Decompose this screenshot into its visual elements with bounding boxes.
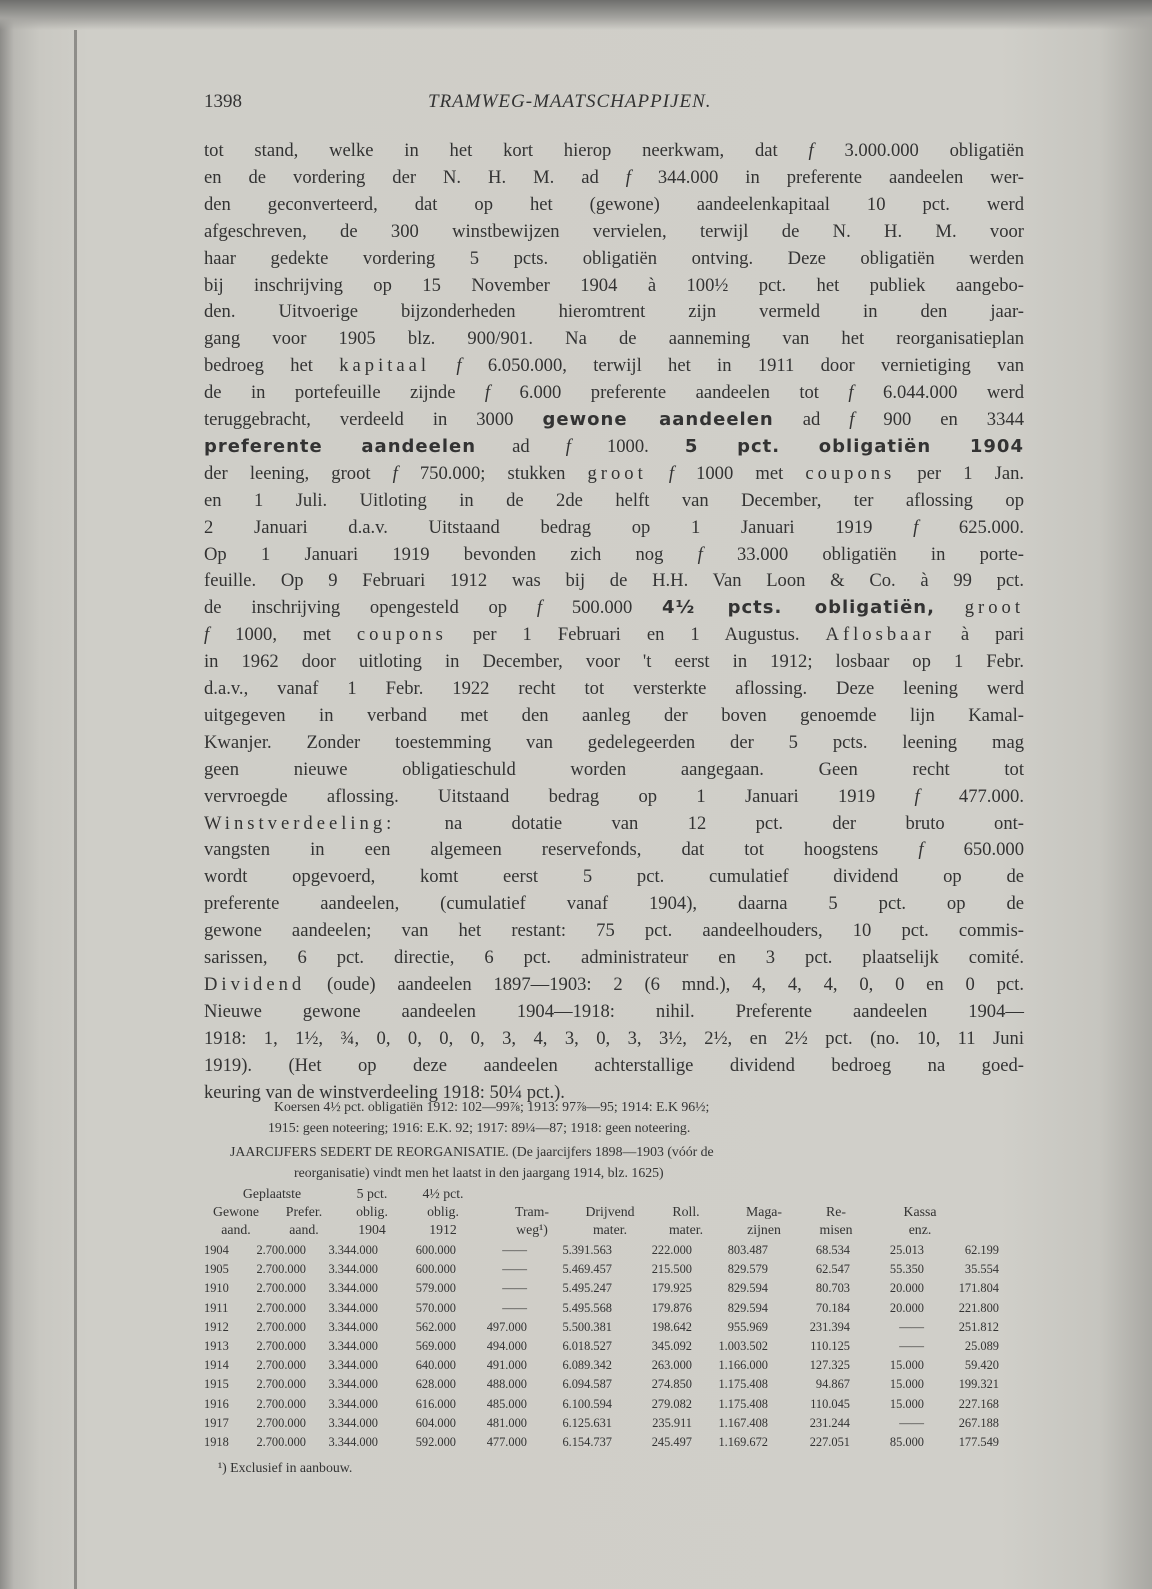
text-segment: f bbox=[456, 355, 462, 377]
table-cell: 1.003.502 bbox=[718, 1339, 768, 1353]
table-cell: 2.700.000 bbox=[256, 1339, 306, 1353]
table-cell: 1.167.408 bbox=[718, 1415, 768, 1430]
text-segment: 6.000 preferente aandeelen tot bbox=[490, 382, 849, 404]
text-segment: 1000 met bbox=[674, 462, 806, 484]
bold-phrase: preferente aandeelen bbox=[204, 435, 477, 457]
table-year-cell: 1912 bbox=[204, 1319, 229, 1334]
table-column-header: Kassa bbox=[903, 1204, 937, 1219]
text-segment: Nieuwe gewone aandeelen 1904—1918: nihil. Preferente aandeelen 1904— bbox=[204, 1000, 1024, 1022]
text-segment: f bbox=[484, 382, 491, 404]
spaced-phrase: coupons bbox=[805, 462, 896, 484]
table-cell: 15.000 bbox=[889, 1358, 924, 1373]
text-line bbox=[204, 326, 1024, 352]
text-segment: der leening, groot bbox=[204, 462, 393, 484]
table-cell: 1.166.000 bbox=[718, 1358, 768, 1373]
table-column-header: misen bbox=[819, 1222, 853, 1237]
page-number: 1398 bbox=[204, 91, 242, 112]
spaced-phrase: Dividend bbox=[204, 973, 306, 995]
table-column-header: aand. bbox=[289, 1222, 319, 1237]
text-segment: ad bbox=[476, 435, 566, 457]
table-cell: 25.089 bbox=[964, 1339, 999, 1353]
table-cell: 251.812 bbox=[958, 1319, 999, 1334]
table-cell: 35.554 bbox=[964, 1262, 999, 1277]
table-cell: 3.344.000 bbox=[328, 1358, 378, 1373]
table-column-header: Prefer. bbox=[285, 1204, 323, 1219]
text-segment: 6.050.000, terwijl het in 1911 door vernietiging van bbox=[461, 355, 1024, 377]
table-cell: 6.125.631 bbox=[562, 1415, 612, 1430]
table-header-group: Geplaatste bbox=[242, 1186, 302, 1201]
table-cell: 5.500.381 bbox=[562, 1319, 612, 1334]
table-cell: 62.547 bbox=[815, 1262, 850, 1277]
text-segment: wordt opgevoerd, komt eerst 5 pct. cumulatief dividend op de bbox=[204, 866, 1024, 888]
text-segment: Kwanjer. Zonder toestemming van gedelegeerden der 5 pcts. leening mag bbox=[204, 731, 1024, 753]
table-cell: 80.703 bbox=[815, 1281, 850, 1296]
table-cell: 215.500 bbox=[651, 1262, 692, 1277]
table-year-cell: 1904 bbox=[204, 1243, 229, 1257]
text-segment: d.a.v., vanaf 1 Febr. 1922 recht tot versterkte aflossing. Deze leening werd bbox=[204, 678, 1024, 699]
table-cell: 3.344.000 bbox=[328, 1415, 378, 1430]
table-cell: 485.000 bbox=[486, 1396, 527, 1411]
text-line bbox=[204, 542, 1024, 568]
table-cell: 3.344.000 bbox=[328, 1243, 378, 1257]
text-segment: geen nieuwe obligatieschuld worden aangegaan. Geen recht tot bbox=[204, 758, 1024, 780]
table-cell: 640.000 bbox=[415, 1358, 456, 1373]
table-header-group: 5 pct. bbox=[356, 1186, 388, 1201]
text-segment: (oude) aandeelen 1897—1903: 2 (6 mnd.), 4, 4, 4, 0, 0 en 0 pct. bbox=[305, 973, 1024, 995]
table-cell: 6.154.737 bbox=[562, 1435, 612, 1449]
text-line bbox=[204, 461, 1024, 487]
table-cell: 15.000 bbox=[889, 1396, 924, 1411]
text-line bbox=[204, 676, 1024, 702]
text-segment: à pari bbox=[934, 624, 1024, 646]
table-column-header: Drijvend bbox=[585, 1204, 635, 1219]
table-cell: 497.000 bbox=[486, 1319, 527, 1334]
table-cell: 2.700.000 bbox=[256, 1358, 306, 1373]
table-year-cell: 1913 bbox=[204, 1339, 229, 1353]
text-line bbox=[204, 730, 1024, 756]
table-cell: 59.420 bbox=[964, 1358, 999, 1373]
bold-phrase: 4½ pcts. obligatiën, bbox=[662, 597, 935, 619]
table-cell: 70.184 bbox=[815, 1300, 850, 1315]
text-segment: bedroeg het bbox=[204, 355, 340, 377]
text-segment: en 1 Juli. Uitloting in de 2de helft van December, ter aflossing op bbox=[204, 489, 1024, 511]
table-cell: 245.497 bbox=[651, 1435, 692, 1449]
table-cell: 491.000 bbox=[486, 1358, 527, 1373]
text-line bbox=[204, 488, 1024, 514]
table-cell: 62.199 bbox=[964, 1243, 999, 1257]
jaarcijfers-line-2: reorganisatie) vindt men het laatst in den jaargang 1914, blz. 1625) bbox=[294, 1165, 664, 1180]
table-cell: 481.000 bbox=[486, 1415, 527, 1430]
text-segment: 1000, met bbox=[209, 624, 357, 646]
jaarcijfers-line-1: JAARCIJFERS SEDERT DE REORGANISATIE. (De jaarcijfers 1898—1903 (vóór de bbox=[230, 1144, 714, 1159]
table-cell: 570.000 bbox=[415, 1300, 456, 1315]
text-line bbox=[204, 864, 1024, 890]
running-head: TRAMWEG-MAATSCHAPPIJEN. bbox=[428, 91, 712, 112]
text-segment: 33.000 obligatiën in porte- bbox=[702, 543, 1024, 565]
text-line bbox=[204, 407, 1024, 433]
text-segment: f bbox=[668, 462, 674, 484]
table-cell: 2.700.000 bbox=[256, 1319, 306, 1334]
text-segment: en de vordering der N. H. M. ad bbox=[204, 166, 626, 188]
table-cell: 20.000 bbox=[889, 1281, 924, 1296]
text-line bbox=[204, 649, 1024, 675]
table-cell: 3.344.000 bbox=[328, 1339, 378, 1353]
spaced-phrase: Aflosbaar bbox=[825, 624, 935, 646]
table-column-header: zijnen bbox=[747, 1222, 781, 1237]
table-cell: 488.000 bbox=[486, 1377, 527, 1392]
text-line bbox=[204, 945, 1024, 971]
text-segment: gewone aandeelen; van het restant: 75 pct. aandeelhouders, 10 pct. commis- bbox=[204, 920, 1024, 942]
text-segment: 344.000 in preferente aandeelen wer- bbox=[630, 166, 1025, 188]
table-cell: 2.700.000 bbox=[256, 1243, 306, 1257]
text-segment: de in portefeuille zijnde bbox=[204, 382, 485, 404]
page-header bbox=[204, 91, 1044, 121]
table-cell: 177.549 bbox=[958, 1435, 999, 1449]
text-segment: 650.000 bbox=[923, 839, 1024, 861]
table-cell: 274.850 bbox=[651, 1377, 692, 1392]
text-segment: den. Uitvoerige bijzonderheden hieromtrent zijn vermeld in den jaar- bbox=[204, 301, 1024, 323]
table-cell: 2.700.000 bbox=[256, 1281, 306, 1296]
table-cell: 227.051 bbox=[809, 1435, 850, 1449]
table-cell: 604.000 bbox=[415, 1415, 456, 1430]
text-segment: f bbox=[697, 543, 703, 565]
table-column-header: aand. bbox=[221, 1222, 251, 1237]
text-segment: feuille. Op 9 Februari 1912 was bij de H.H. Van Loon & Co. à 99 pct. bbox=[204, 570, 1024, 592]
text-segment: den geconverteerd, dat op het (gewone) aandeelenkapitaal 10 pct. werd bbox=[204, 193, 1024, 215]
table-column-header: 1912 bbox=[429, 1222, 457, 1237]
table-year-cell: 1917 bbox=[204, 1415, 229, 1430]
text-line bbox=[204, 380, 1024, 406]
bold-phrase: gewone aandeelen bbox=[542, 409, 774, 430]
table-header-group: 4½ pct. bbox=[422, 1186, 464, 1201]
footnote: ¹) Exclusief in aanbouw. bbox=[218, 1460, 353, 1475]
text-segment: 2 Januari d.a.v. Uitstaand bedrag op 1 Januari 1919 bbox=[204, 516, 914, 538]
table-cell: —— bbox=[502, 1243, 527, 1257]
text-segment: vervroegde aflossing. Uitstaand bedrag op 1 Januari 1919 bbox=[204, 785, 915, 807]
text-segment: keuring van de winstverdeeling 1918: 50¼ pct.). bbox=[204, 1081, 565, 1103]
table-cell: 267.188 bbox=[958, 1415, 999, 1430]
table-cell: 2.700.000 bbox=[256, 1435, 306, 1449]
table-cell: 3.344.000 bbox=[328, 1300, 378, 1315]
table-year-cell: 1915 bbox=[204, 1377, 229, 1392]
table-column-header: Maga- bbox=[745, 1204, 782, 1219]
text-segment: afgeschreven, de 300 winstbewijzen vervielen, terwijl de N. H. M. voor bbox=[204, 220, 1024, 242]
text-line bbox=[204, 918, 1024, 944]
text-line bbox=[204, 246, 1024, 272]
table-cell: 110.045 bbox=[810, 1396, 850, 1411]
table-cell: 592.000 bbox=[415, 1435, 456, 1449]
table-year-cell: 1911 bbox=[204, 1300, 229, 1315]
text-segment: 477.000. bbox=[919, 785, 1024, 807]
table-cell: 3.344.000 bbox=[328, 1319, 378, 1334]
table-cell: 25.013 bbox=[889, 1243, 924, 1257]
table-cell: 2.700.000 bbox=[256, 1300, 306, 1315]
table-cell: —— bbox=[502, 1262, 527, 1277]
table-column-header: 1904 bbox=[358, 1222, 386, 1237]
text-line bbox=[204, 434, 1024, 460]
table-cell: 579.000 bbox=[415, 1281, 456, 1296]
text-segment: 6.044.000 werd bbox=[853, 382, 1025, 404]
text-segment: 3.000.000 obligatiën bbox=[813, 140, 1024, 161]
text-segment: 625.000. bbox=[918, 516, 1024, 538]
table-cell: 222.000 bbox=[651, 1243, 692, 1257]
text-line bbox=[204, 757, 1024, 783]
spaced-phrase: Winstverdeeling: bbox=[204, 812, 396, 834]
table-cell: 5.391.563 bbox=[562, 1243, 612, 1257]
text-segment: f bbox=[392, 462, 398, 484]
table-cell: 345.092 bbox=[651, 1339, 692, 1353]
text-segment bbox=[647, 463, 669, 484]
koersen-line-2: 1915: geen noteering; 1916: E.K. 92; 1917: 89¼—87; 1918: geen noteering. bbox=[268, 1120, 691, 1135]
table-cell: 829.594 bbox=[727, 1281, 768, 1296]
text-segment: f bbox=[913, 516, 919, 538]
text-segment: f bbox=[536, 597, 543, 619]
table-cell: 3.344.000 bbox=[328, 1377, 378, 1392]
text-segment: f bbox=[625, 166, 631, 188]
table-cell: 1.175.408 bbox=[718, 1377, 768, 1392]
table-cell: 562.000 bbox=[415, 1319, 456, 1334]
table-cell: 2.700.000 bbox=[256, 1377, 306, 1392]
table-cell: 3.344.000 bbox=[328, 1262, 378, 1277]
table-cell: 55.350 bbox=[889, 1262, 924, 1277]
text-segment: f bbox=[849, 409, 855, 430]
table-cell: 5.495.247 bbox=[562, 1281, 612, 1296]
table-cell: 6.089.342 bbox=[562, 1358, 612, 1373]
text-segment: per 1 Februari en 1 Augustus. bbox=[446, 624, 826, 646]
text-line bbox=[204, 353, 1024, 379]
text-segment: preferente aandeelen, (cumulatief vanaf 1904), daarna 5 pct. op de bbox=[204, 893, 1024, 915]
table-cell: 227.168 bbox=[958, 1396, 999, 1411]
spaced-phrase: kapitaal bbox=[339, 355, 431, 377]
table-cell: —— bbox=[502, 1300, 527, 1315]
text-line bbox=[204, 1053, 1024, 1079]
text-line bbox=[204, 837, 1024, 863]
text-segment: f bbox=[914, 785, 920, 807]
text-line bbox=[204, 219, 1024, 245]
table-cell: 179.876 bbox=[651, 1300, 692, 1315]
text-segment: f bbox=[848, 382, 854, 404]
table-cell: 6.018.527 bbox=[562, 1339, 612, 1353]
table-column-header: Tram- bbox=[515, 1204, 549, 1219]
text-line bbox=[204, 784, 1024, 810]
table-cell: 829.594 bbox=[727, 1300, 768, 1315]
text-segment: 750.000; stukken bbox=[397, 462, 588, 484]
table-cell: 94.867 bbox=[815, 1377, 850, 1392]
table-column-header: Gewone bbox=[213, 1204, 259, 1219]
table-year-cell: 1910 bbox=[204, 1281, 229, 1296]
text-line bbox=[204, 595, 1024, 621]
text-segment: f bbox=[808, 140, 814, 161]
text-line bbox=[204, 891, 1024, 917]
table-cell: 5.495.568 bbox=[562, 1300, 612, 1315]
text-line bbox=[204, 273, 1024, 299]
table-cell: 127.325 bbox=[809, 1358, 850, 1373]
table-cell: 263.000 bbox=[651, 1358, 692, 1373]
table-column-header: Re- bbox=[826, 1204, 846, 1219]
text-segment: na dotatie van 12 pct. der bruto ont- bbox=[395, 812, 1024, 834]
text-line bbox=[204, 703, 1024, 729]
text-segment bbox=[430, 355, 456, 376]
table-column-header: Roll. bbox=[672, 1204, 700, 1219]
text-segment: per 1 Jan. bbox=[895, 462, 1025, 484]
table-year-cell: 1914 bbox=[204, 1358, 229, 1373]
table-cell: 2.700.000 bbox=[256, 1396, 306, 1411]
table-cell: 1.175.408 bbox=[718, 1396, 768, 1411]
text-segment: sarissen, 6 pct. directie, 6 pct. administrateur en 3 pct. plaatselijk comité. bbox=[204, 947, 1024, 968]
table-cell: 279.082 bbox=[651, 1396, 692, 1411]
table-cell: 231.394 bbox=[809, 1319, 850, 1334]
table-cell: —— bbox=[899, 1415, 924, 1430]
table-cell: 231.244 bbox=[809, 1415, 850, 1430]
table-cell: 829.579 bbox=[727, 1262, 768, 1277]
koersen-line-1: Koersen 4½ pct. obligatiën 1912: 102—99⅞; 1913: 97⅞—95; 1914: E.K 96½; bbox=[274, 1099, 710, 1114]
table-column-header: oblig. bbox=[356, 1204, 388, 1219]
table-cell: 803.487 bbox=[727, 1243, 768, 1257]
table-cell: 68.534 bbox=[815, 1243, 850, 1257]
table-column-header: mater. bbox=[668, 1222, 704, 1237]
table-year-cell: 1918 bbox=[204, 1435, 229, 1449]
text-segment: bij inschrijving op 15 November 1904 à 100½ pct. het publiek aangebo- bbox=[204, 274, 1024, 296]
table-cell: 955.969 bbox=[727, 1319, 768, 1334]
spaced-phrase: groot bbox=[964, 597, 1024, 619]
table-column-header: mater. bbox=[592, 1222, 628, 1237]
text-line bbox=[204, 515, 1024, 541]
text-segment: ad bbox=[773, 409, 850, 430]
text-segment: uitgegeven in verband met den aanleg der boven genoemde lijn Kamal- bbox=[204, 704, 1024, 726]
table-cell: 600.000 bbox=[415, 1262, 456, 1277]
text-segment: f bbox=[918, 839, 924, 861]
text-line bbox=[204, 1026, 1024, 1052]
table-cell: 85.000 bbox=[889, 1435, 924, 1449]
table-cell: 6.100.594 bbox=[562, 1396, 612, 1411]
text-segment bbox=[935, 597, 965, 618]
table-cell: 600.000 bbox=[415, 1243, 456, 1257]
table-year-cell: 1916 bbox=[204, 1396, 229, 1411]
table-cell: 569.000 bbox=[415, 1339, 456, 1353]
text-segment: vangsten in een algemeen reservefonds, dat tot hoogstens bbox=[204, 839, 919, 861]
text-segment: tot stand, welke in het kort hierop neerkwam, dat bbox=[204, 140, 809, 161]
table-column-header: weg¹) bbox=[516, 1222, 548, 1237]
text-line bbox=[204, 299, 1024, 325]
text-segment: teruggebracht, verdeeld in 3000 bbox=[204, 409, 543, 430]
text-line bbox=[204, 811, 1024, 837]
table-cell: 20.000 bbox=[889, 1300, 924, 1315]
table-cell: 628.000 bbox=[415, 1377, 456, 1392]
table-cell: —— bbox=[899, 1319, 924, 1334]
table-cell: 6.094.587 bbox=[562, 1377, 612, 1392]
text-segment: 500.000 bbox=[542, 597, 663, 619]
spaced-phrase: coupons bbox=[356, 624, 447, 646]
table-cell: 616.000 bbox=[415, 1396, 456, 1411]
table-cell: 3.344.000 bbox=[328, 1435, 378, 1449]
table-cell: 2.700.000 bbox=[256, 1415, 306, 1430]
text-line bbox=[204, 972, 1024, 998]
table-cell: 171.804 bbox=[958, 1281, 999, 1296]
table-cell: —— bbox=[502, 1281, 527, 1296]
text-line bbox=[204, 622, 1024, 648]
text-segment: 900 en 3344 bbox=[854, 409, 1024, 430]
text-line bbox=[204, 165, 1024, 191]
text-segment: 1000. bbox=[570, 435, 685, 457]
table-cell: 5.469.457 bbox=[562, 1262, 612, 1277]
table-cell: 3.344.000 bbox=[328, 1396, 378, 1411]
table-column-header: enz. bbox=[908, 1222, 932, 1237]
table-cell: 199.321 bbox=[958, 1377, 999, 1392]
table-year-cell: 1905 bbox=[204, 1262, 229, 1277]
table-cell: 235.911 bbox=[652, 1415, 692, 1430]
text-line bbox=[204, 999, 1024, 1025]
text-segment: f bbox=[565, 435, 571, 457]
table-cell: —— bbox=[899, 1339, 924, 1353]
text-segment: gang voor 1905 blz. 900/901. Na de aanneming van het reorganisatieplan bbox=[204, 328, 1024, 350]
table-cell: 494.000 bbox=[486, 1339, 527, 1353]
text-line bbox=[204, 192, 1024, 218]
bold-phrase: 5 pct. obligatiën 1904 bbox=[684, 435, 1024, 457]
table-cell: 477.000 bbox=[486, 1435, 527, 1449]
table-cell: 15.000 bbox=[889, 1377, 924, 1392]
table-cell: 198.642 bbox=[651, 1319, 692, 1334]
table-cell: 221.800 bbox=[958, 1300, 999, 1315]
table-cell: 110.125 bbox=[810, 1339, 850, 1353]
text-segment: f bbox=[204, 624, 210, 646]
spaced-phrase: groot bbox=[587, 462, 647, 484]
table-column-header: oblig. bbox=[427, 1204, 459, 1219]
text-segment: de inschrijving opengesteld op bbox=[204, 597, 537, 619]
text-line bbox=[204, 138, 1024, 164]
text-segment: 1918: 1, 1½, ¾, 0, 0, 0, 0, 3, 4, 3, 0, 3, 3½, 2½, en 2½ pct. (no. 10, 11 Juni bbox=[204, 1027, 1024, 1049]
text-segment: Op 1 Januari 1919 bevonden zich nog bbox=[204, 543, 698, 565]
table-cell: 179.925 bbox=[651, 1281, 692, 1296]
table-cell: 2.700.000 bbox=[256, 1262, 306, 1277]
text-segment: in 1962 door uitloting in December, voor 't eerst in 1912; losbaar op 1 Febr. bbox=[204, 651, 1024, 673]
text-segment: 1919). (Het op deze aandeelen achterstallige dividend bedroeg na goed- bbox=[204, 1054, 1024, 1076]
text-segment: haar gedekte vordering 5 pcts. obligatiën ontving. Deze obligatiën werden bbox=[204, 247, 1024, 269]
table-cell: 3.344.000 bbox=[328, 1281, 378, 1296]
text-line bbox=[204, 568, 1024, 594]
table-cell: 1.169.672 bbox=[718, 1435, 768, 1449]
